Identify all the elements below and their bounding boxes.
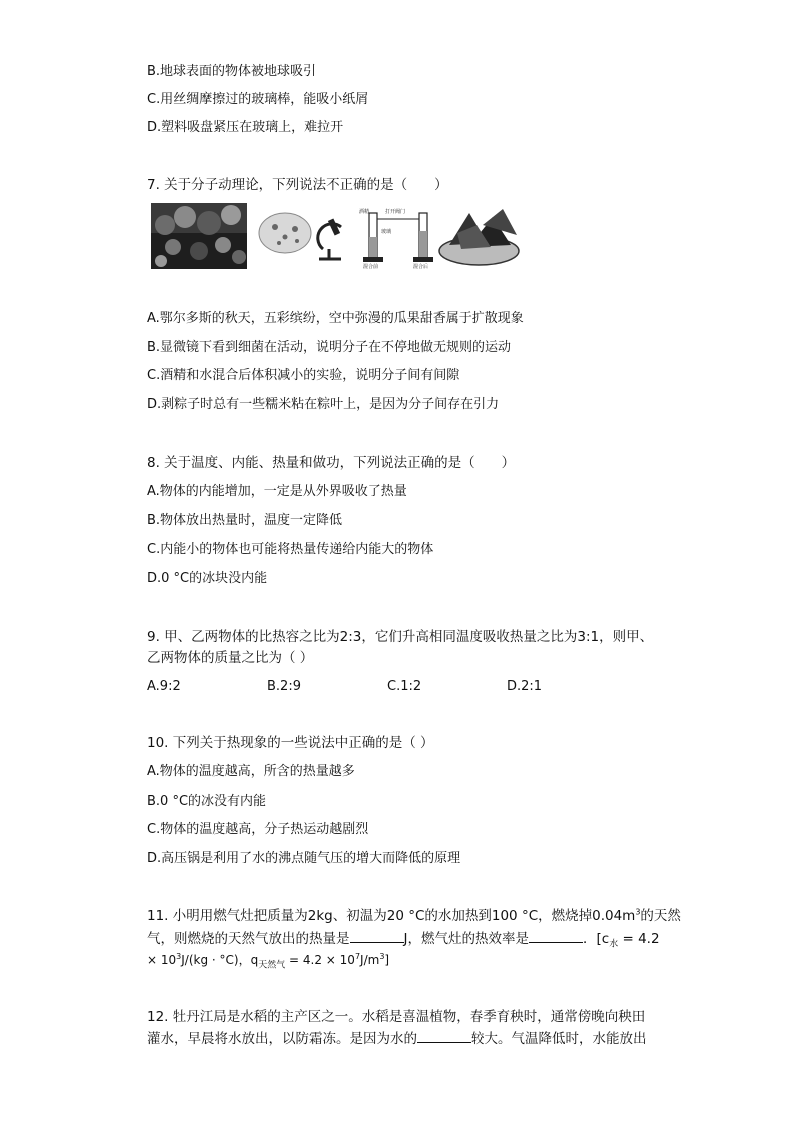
q10-option-b: B.0 °C的冰没有内能 <box>147 794 267 809</box>
q11-line3: × $10^3J/(kg \cdot ^\circ C)$，$q_{天然气} = 4.2 \times 10^7J/m^3$] <box>147 952 390 971</box>
label-after-mixing: 混合后 <box>413 264 429 269</box>
q7-option-b: B.显微镜下看到细菌在活动，说明分子在不停地做无规则的运动 <box>147 340 512 355</box>
q11-line2: 气，则燃烧的天然气放出的热量是 J，燃气灶的热效率是 ．[$c_水 = 4.2$ <box>147 931 660 950</box>
autumn-landscape-photo <box>151 203 247 269</box>
q12-blank-specific-heat[interactable] <box>417 1030 471 1043</box>
q10-option-d: D.高压锅是利用了水的沸点随气压的增大而降低的原理 <box>147 851 461 866</box>
q7-figure-strip <box>151 203 521 269</box>
q8-option-b: B.物体放出热量时，温度一定降低 <box>147 513 343 528</box>
q9-options-row <box>147 679 647 695</box>
q8-stem: 8. 关于温度、内能、热量和做功，下列说法正确的是（ ） <box>147 455 516 471</box>
q10-option-a: A.物体的温度越高，所含的热量越多 <box>147 764 355 779</box>
q6-option-c: C.用丝绸摩擦过的玻璃棒，能吸小纸屑 <box>147 92 369 107</box>
q6-option-b: B.地球表面的物体被地球吸引 <box>147 64 317 79</box>
label-glass: 玻璃 <box>381 229 392 235</box>
q9-option-a: A.9:2 <box>147 679 181 694</box>
q8-option-d: D.0 °C的冰块没内能 <box>147 571 268 586</box>
q7-option-d: D.剥粽子时总有一些糯米粘在粽叶上，是因为分子间存在引力 <box>147 397 500 412</box>
label-before-mixing: 混合前 <box>363 264 379 269</box>
q9-option-c: C.1:2 <box>387 679 422 694</box>
q8-option-a: A.物体的内能增加，一定是从外界吸收了热量 <box>147 484 407 499</box>
q9-stem-line1: 9. 甲、乙两物体的比热容之比为2:3，它们升高相同温度吸收热量之比为3:1，则甲、 <box>147 629 654 645</box>
alcohol-water-mixing-apparatus <box>359 208 433 269</box>
q12-line2: 灌水，早晨将水放出，以防霜冻。是因为水的 较大。气温降低时，水能放出 <box>147 1031 647 1047</box>
q10-stem: 10. 下列关于热现象的一些说法中正确的是（ ） <box>147 735 434 751</box>
q9-option-b: B.2:9 <box>267 679 301 694</box>
q12-line1: 12. 牡丹江局是水稻的主产区之一。水稻是喜温植物，春季育秧时，通常傍晚向秧田 <box>147 1009 646 1025</box>
label-open-valve: 打开阀门 <box>385 209 406 215</box>
q8-option-c: C.内能小的物体也可能将热量传递给内能大的物体 <box>147 542 434 557</box>
q11-blank-heat[interactable] <box>350 930 404 943</box>
microscope-bacteria-image <box>259 213 341 259</box>
q7-stem: 7. 关于分子动理论，下列说法不正确的是（ ） <box>147 177 448 193</box>
q9-stem-line2: 乙两物体的质量之比为（ ） <box>147 650 314 666</box>
q11-blank-efficiency[interactable] <box>529 930 583 943</box>
q7-option-c: C.酒精和水混合后体积减小的实验，说明分子间有间隙 <box>147 368 460 383</box>
q11-line1: 11. 小明用燃气灶把质量为2kg、初温为20 °C的水加热到100 °C，燃烧掉$0.04m^3$的天然 <box>147 907 681 924</box>
q10-option-c: C.物体的温度越高，分子热运动越剧烈 <box>147 822 369 837</box>
label-alcohol: 酒精 <box>359 209 370 215</box>
q6-option-d: D.塑料吸盘紧压在玻璃上，难拉开 <box>147 120 344 135</box>
q7-option-a: A.鄂尔多斯的秋天，五彩缤纷，空中弥漫的瓜果甜香属于扩散现象 <box>147 311 524 326</box>
zongzi-plate-image <box>439 209 519 265</box>
q9-option-d: D.2:1 <box>507 679 543 694</box>
